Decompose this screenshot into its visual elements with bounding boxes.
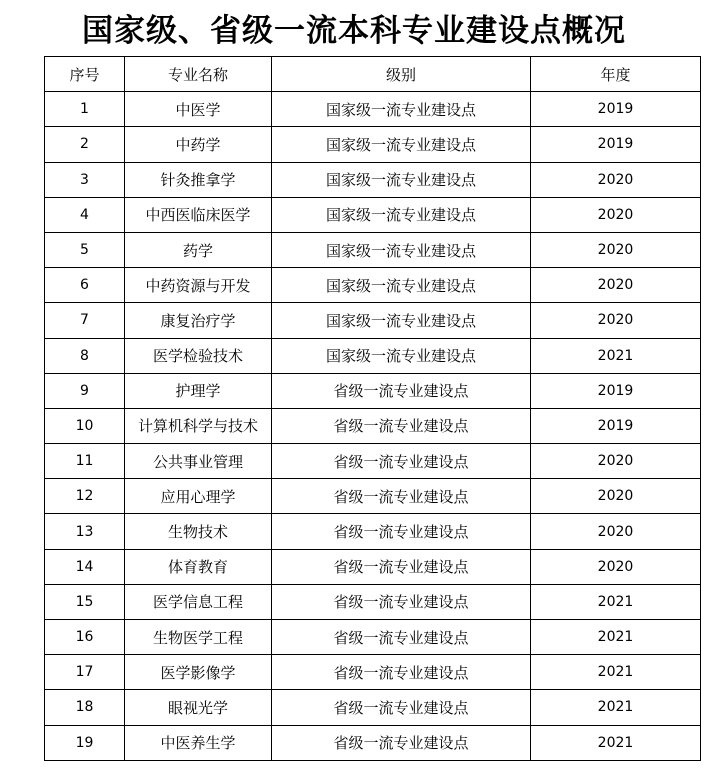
table-row [45, 338, 701, 373]
cell-year: 2021 [531, 725, 701, 760]
cell-major-name: 医学信息工程 [125, 584, 272, 619]
table-header-row [45, 57, 701, 92]
cell-index: 13 [45, 514, 125, 549]
cell-index: 14 [45, 549, 125, 584]
cell-index: 19 [45, 725, 125, 760]
cell-level: 省级一流专业建设点 [272, 479, 531, 514]
cell-level: 省级一流专业建设点 [272, 514, 531, 549]
cell-year: 2019 [531, 127, 701, 162]
table-row [45, 584, 701, 619]
cell-index: 12 [45, 479, 125, 514]
cell-level: 国家级一流专业建设点 [272, 338, 531, 373]
cell-level: 省级一流专业建设点 [272, 725, 531, 760]
cell-major-name: 眼视光学 [125, 690, 272, 725]
cell-year: 2021 [531, 338, 701, 373]
cell-index: 18 [45, 690, 125, 725]
cell-year: 2020 [531, 549, 701, 584]
cell-level: 省级一流专业建设点 [272, 408, 531, 443]
cell-major-name: 中医学 [125, 92, 272, 127]
cell-major-name: 针灸推拿学 [125, 162, 272, 197]
table-row [45, 549, 701, 584]
cell-year: 2020 [531, 162, 701, 197]
table-row [45, 268, 701, 303]
table-row [45, 232, 701, 267]
cell-level: 国家级一流专业建设点 [272, 268, 531, 303]
cell-year: 2020 [531, 444, 701, 479]
cell-index: 1 [45, 92, 125, 127]
cell-level: 国家级一流专业建设点 [272, 92, 531, 127]
cell-major-name: 医学检验技术 [125, 338, 272, 373]
cell-level: 省级一流专业建设点 [272, 373, 531, 408]
cell-major-name: 中医养生学 [125, 725, 272, 760]
cell-index: 8 [45, 338, 125, 373]
cell-index: 5 [45, 232, 125, 267]
cell-year: 2020 [531, 514, 701, 549]
majors-table [44, 56, 701, 761]
cell-index: 6 [45, 268, 125, 303]
table-row [45, 162, 701, 197]
cell-year: 2021 [531, 655, 701, 690]
cell-level: 国家级一流专业建设点 [272, 232, 531, 267]
cell-year: 2019 [531, 408, 701, 443]
cell-major-name: 生物技术 [125, 514, 272, 549]
cell-level: 省级一流专业建设点 [272, 620, 531, 655]
table-row [45, 408, 701, 443]
table-row [45, 620, 701, 655]
cell-year: 2021 [531, 690, 701, 725]
table-row [45, 197, 701, 232]
cell-year: 2019 [531, 92, 701, 127]
cell-major-name: 体育教育 [125, 549, 272, 584]
table-row [45, 303, 701, 338]
cell-year: 2020 [531, 232, 701, 267]
table-body [45, 92, 701, 761]
cell-index: 15 [45, 584, 125, 619]
cell-year: 2021 [531, 620, 701, 655]
table-row [45, 444, 701, 479]
cell-level: 省级一流专业建设点 [272, 655, 531, 690]
cell-level: 国家级一流专业建设点 [272, 162, 531, 197]
cell-major-name: 护理学 [125, 373, 272, 408]
cell-index: 4 [45, 197, 125, 232]
cell-index: 16 [45, 620, 125, 655]
cell-major-name: 计算机科学与技术 [125, 408, 272, 443]
cell-major-name: 中西医临床医学 [125, 197, 272, 232]
cell-year: 2020 [531, 479, 701, 514]
cell-year: 2019 [531, 373, 701, 408]
cell-year: 2020 [531, 197, 701, 232]
cell-major-name: 公共事业管理 [125, 444, 272, 479]
cell-index: 2 [45, 127, 125, 162]
cell-level: 省级一流专业建设点 [272, 690, 531, 725]
table-row [45, 373, 701, 408]
cell-level: 省级一流专业建设点 [272, 549, 531, 584]
cell-major-name: 康复治疗学 [125, 303, 272, 338]
table-row [45, 655, 701, 690]
cell-level: 国家级一流专业建设点 [272, 127, 531, 162]
cell-major-name: 药学 [125, 232, 272, 267]
cell-major-name: 生物医学工程 [125, 620, 272, 655]
table-row [45, 479, 701, 514]
cell-index: 3 [45, 162, 125, 197]
table-row [45, 514, 701, 549]
cell-level: 国家级一流专业建设点 [272, 197, 531, 232]
cell-index: 9 [45, 373, 125, 408]
header-index: 序号 [45, 57, 125, 92]
page-title: 国家级、省级一流本科专业建设点概况 [82, 13, 626, 49]
cell-major-name: 应用心理学 [125, 479, 272, 514]
table-row [45, 690, 701, 725]
table-row [45, 92, 701, 127]
header-year: 年度 [531, 57, 701, 92]
cell-level: 省级一流专业建设点 [272, 584, 531, 619]
cell-year: 2020 [531, 303, 701, 338]
table-row [45, 127, 701, 162]
cell-index: 7 [45, 303, 125, 338]
cell-level: 省级一流专业建设点 [272, 444, 531, 479]
cell-major-name: 中药学 [125, 127, 272, 162]
cell-year: 2020 [531, 268, 701, 303]
cell-index: 17 [45, 655, 125, 690]
header-level: 级别 [272, 57, 531, 92]
cell-level: 国家级一流专业建设点 [272, 303, 531, 338]
cell-major-name: 医学影像学 [125, 655, 272, 690]
cell-major-name: 中药资源与开发 [125, 268, 272, 303]
cell-year: 2021 [531, 584, 701, 619]
table-row [45, 725, 701, 760]
cell-index: 11 [45, 444, 125, 479]
cell-index: 10 [45, 408, 125, 443]
header-major-name: 专业名称 [125, 57, 272, 92]
